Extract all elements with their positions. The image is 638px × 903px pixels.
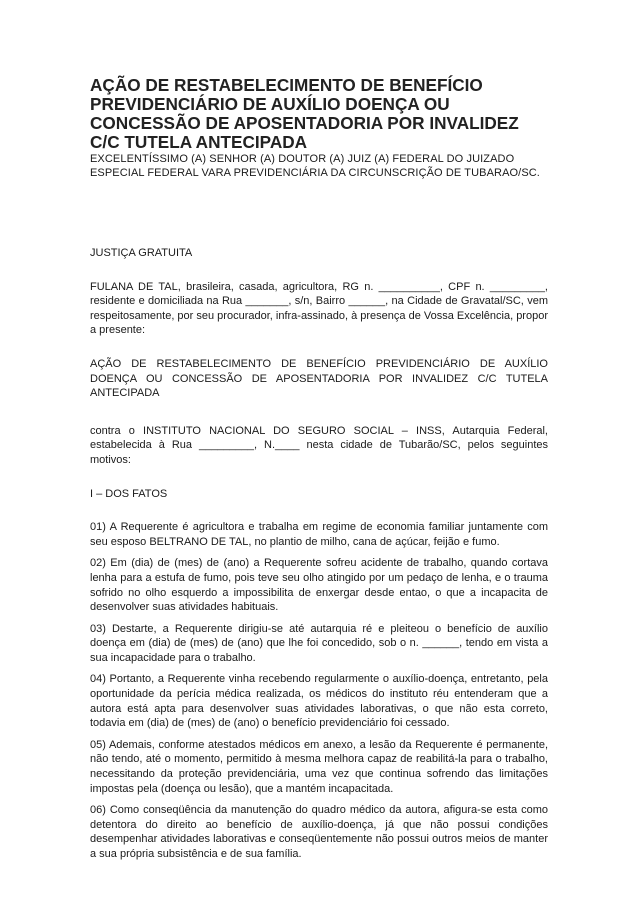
spacer (90, 615, 548, 622)
fact-paragraph-03: 03) Destarte, a Requerente dirigiu-se até autarquia ré e pleiteou o benefício de auxílio doença em (dia) de (mes) de (ano) que lhe foi concedido, sob o n. ______, tendo em vista a sua incapacidade para o trabalho. (90, 622, 548, 664)
spacer (90, 468, 548, 487)
fact-paragraph-04: 04) Portanto, a Requerente vinha recebendo regularmente o auxílio-doença, entretanto, pela oportunidade da perícia médica realizada, os médicos do instituto réu entenderam que a autora está apta para desenvolver suas atividades laborativas, o que não esta correto, todavia em (dia) de (mes) de (ano) o benefício previdenciário foi cessado. (90, 673, 548, 730)
fact-paragraph-02: 02) Em (dia) de (mes) de (ano) a Requerente sofreu acidente de trabalho, quando cortava lenha para a estufa de fumo, pois teve seu olho atingido por um pedaço de lenha, e o trauma sofrido no olho esquerdo a impossibilita de enxergar desde entao, o que a incapacita de desenvolver suas atividades habituais. (90, 557, 548, 614)
spacer (90, 731, 548, 738)
spacer (90, 796, 548, 803)
justice-free-label: JUSTIÇA GRATUITA (90, 247, 193, 259)
spacer (90, 501, 548, 520)
fact-paragraph-05: 05) Ademais, conforme atestados médicos em anexo, a lesão da Requerente é permanente, não tendo, até o momento, permitido à mesma melhora capaz de reabilitá-la para o trabalho, necessitando da proteção previdenciária, uma vez que continua sofrendo das limitações impostas pela (doença ou lesão), que a mantém incapacitada. (90, 738, 548, 795)
spacer (90, 261, 548, 280)
spacer (90, 180, 548, 246)
qualification-paragraph: FULANA DE TAL, brasileira, casada, agricultora, RG n. __________, CPF n. _________, residente e domiciliada na Rua _______, s/n, Bairro ______, na Cidade de Gravatal/SC, vem respeitosamente, por seu procurador, infra-assinado, à presença de Vossa Excelência, propor a presente: (90, 280, 548, 337)
addressee-paragraph: EXCELENTÍSSIMO (A) SENHOR (A) DOUTOR (A) JUIZ (A) FEDERAL DO JUIZADO ESPECIAL FEDERAL VARA PREVIDENCIÁRIA DA CIRCUNSCRIÇÃO DE TUBARAO/SC. (90, 153, 540, 179)
fact-paragraph-01: 01) A Requerente é agricultora e trabalha em regime de economia familiar juntamente com seu esposo BELTRANO DE TAL, no plantio de milho, cana de açúcar, feijão e fumo. (90, 521, 548, 548)
fact-paragraph-06: 06) Como conseqüência da manutenção do quadro médico da autora, afigura-se esta como detentora do direito ao benefício de auxílio-doença, já que não possui condições desempenhar atividades laborativas e conseqüentemente não possui outros meios de manter a sua própria subsistência e de sua família. (90, 804, 548, 860)
document-title: AÇÃO DE RESTABELECIMENTO DE BENEFÍCIO PREVIDENCIÁRIO DE AUXÍLIO DOENÇA OU CONCESSÃO DE APOSENTADORIA POR INVALIDEZ C/C TUTELA ANTECIPADA (90, 75, 519, 152)
spacer (90, 549, 548, 556)
spacer (90, 665, 548, 672)
defendant-paragraph: contra o INSTITUTO NACIONAL DO SEGURO SOCIAL – INSS, Autarquia Federal, estabelecida à Rua _________, N.____ nesta cidade de Tubarão/SC, pelos seguintes motivos: (90, 424, 548, 466)
section-heading: I – DOS FATOS (90, 487, 168, 500)
spacer (90, 338, 548, 357)
document-page (90, 76, 548, 862)
spacer (90, 401, 548, 424)
action-name-paragraph: AÇÃO DE RESTABELECIMENTO DE BENEFÍCIO PREVIDENCIÁRIO DE AUXÍLIO DOENÇA OU CONCESSÃO DE APOSENTADORIA POR INVALIDEZ C/C TUTELA ANTECIPADA (90, 357, 548, 400)
